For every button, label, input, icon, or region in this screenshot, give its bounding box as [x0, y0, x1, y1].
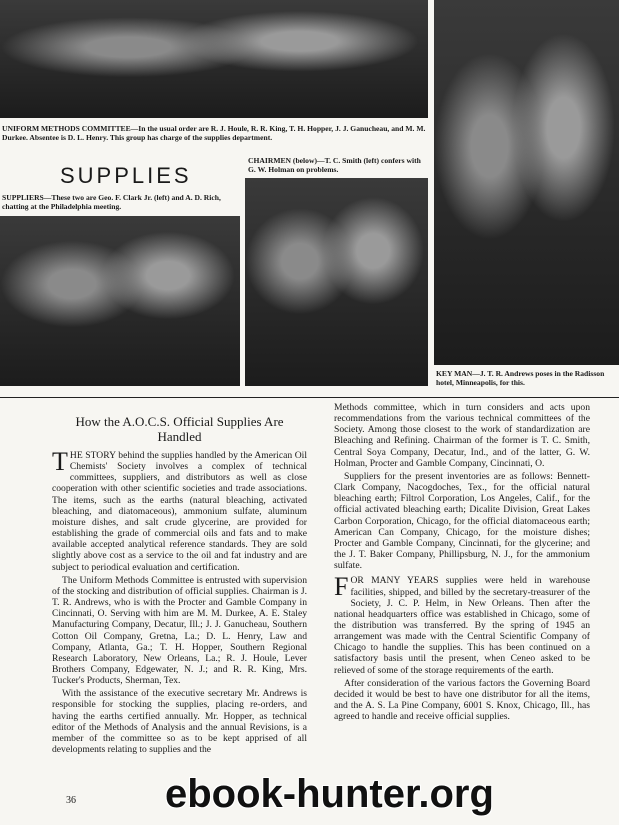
dropcap-t: T [52, 447, 68, 476]
committee-caption-text: In the usual order are R. J. Houle, R. R. King, T. H. Hopper, J. J. Ganucheau, and M. M. Durkee. Absentee is D. L. Henry. This group has charge of the supplies department. [2, 124, 426, 142]
chairmen-caption-lead: CHAIRMEN (below)— [248, 156, 325, 165]
committee-caption-lead: UNIFORM METHODS COMMITTEE— [2, 124, 139, 133]
article-title: How the A.O.C.S. Official Supplies Are Handled [75, 414, 284, 444]
article-left-column [52, 414, 307, 757]
keyman-caption [436, 369, 618, 387]
chairmen-photo [245, 178, 428, 386]
suppliers-photo [0, 216, 240, 386]
suppliers-caption-text: These two are Geo. F. Clark Jr. (left) and A. D. Rich, chatting at the Philadelphia meeting. [2, 193, 221, 211]
dropcap-f: F [334, 572, 349, 602]
suppliers-caption-lead: SUPPLIERS— [2, 193, 52, 202]
page-number: 36 [66, 795, 76, 806]
article-p4: Methods committee, which in turn considers and acts upon recommendations from the various technical committees of the Society. Among those closest to the work of standardization are Bleaching and Refining. Chairman of the former is T. C. Smith, Central Soya Company, Decatur, Ind., and of the latter, G. W. Holman, Procter and Gamble Company, Cincinnati, O. [334, 402, 590, 469]
keyman-photo [434, 0, 619, 365]
article-p6: OR MANY YEARS supplies were held in warehouse facilities, shipped, and billed by the secretary-treasurer of the Society, J. C. P. Helm, in New Orleans. Then after the national headquarters office was established in Chicago, some of the distribution was transferred. By the spring of 1945 an arrangement was made with the Central Scientific Company of Chicago to handle the supplies. This has been continued on a satisfactory basis until the present, when Ceneo asked to be relieved of some of the storage requirements of the earth. [334, 575, 590, 676]
article-p7: After consideration of the various factors the Governing Board decided it would be best to have one distributor for all the items, and the A. S. La Pine Company, 6001 S. Knox, Chicago, Ill., has agreed to handle and receive official supplies. [334, 677, 590, 723]
article-p3: With the assistance of the executive secretary Mr. Andrews is responsible for stocking the supplies, placing re-orders, and having the earths certified annually. Mr. Hopper, as technical editor of the Methods of Analysis and the annual Revisions, is a member of the committee so as to be kept apprised of all developments relating to supplies and the [52, 688, 307, 756]
article-p5: Suppliers for the present inventories are as follows: Bennett-Clark Company, Nacogdoches, Tex., for the official natural bleaching earth; Filtrol Corporation, Los Angeles, Calif., for the official activated bleaching earth; Dicalite Division, Great Lakes Carbon Corporation, Chicago, for the official diatomaceous earth; American Can Company, Chicago, for the moisture dishes; Procter and Gamble Company, Cincinnati, for the glycerine; and the J. T. Baker Company, Phillipsburg, N. J., for the ammonium sulfate. [334, 470, 590, 572]
chairmen-caption [248, 156, 426, 174]
keyman-caption-lead: KEY MAN— [436, 369, 480, 378]
article-p2: The Uniform Methods Committee is entrusted with supervision of the stocking and distribution of official supplies. Chairman is J. T. R. Andrews, who is with the Procter and Gamble Company in Cincinnati, O. Serving with him are M. M. Durkee, A. E. Staley Manufacturing Company, Decatur, Ill.; J. J. Ganucheau, Southern Cotton Oil Company, Gretna, La.; D. L. Henry, Law and Company, Atlanta, Ga.; T. H. Hopper, Southern Regional Research Laboratory, New Orleans, La.; R. J. Houle, Lever Brothers Company, Edgewater, N. J.; and R. R. King, Mrs. Tucker's Products, Sherman, Tex. [52, 574, 307, 687]
keyman-caption-text: J. T. R. Andrews poses in the Radisson hotel, Minneapolis, for this. [436, 369, 605, 387]
section-title: SUPPLIES [60, 163, 192, 188]
committee-photo [0, 0, 428, 118]
watermark-text: ebook-hunter.org [165, 772, 494, 816]
chairmen-caption-text: T. C. Smith (left) confers with G. W. Holman on problems. [248, 156, 421, 174]
committee-caption [2, 124, 426, 142]
article-right-column [334, 402, 590, 724]
divider-rule [0, 397, 619, 398]
suppliers-caption [2, 193, 242, 211]
article-p1: HE STORY behind the supplies handled by the American Oil Chemists' Society involves a complex of technical committees, suppliers, and distributors as well as close cooperation with other scientific societies and trade associations. The items, such as the earths (natural bleaching, activated bleaching, and diatomaceous), ammonium sulfate, aluminum moisture dishes, and salt crude glycerine, are provided for establishing the grade of commercial oils and fats and to make available accepted analytical reference standards. They are sold slightly above cost as a service to the oil and fat industry and are subject to periodical evaluation and certification. [52, 450, 307, 573]
